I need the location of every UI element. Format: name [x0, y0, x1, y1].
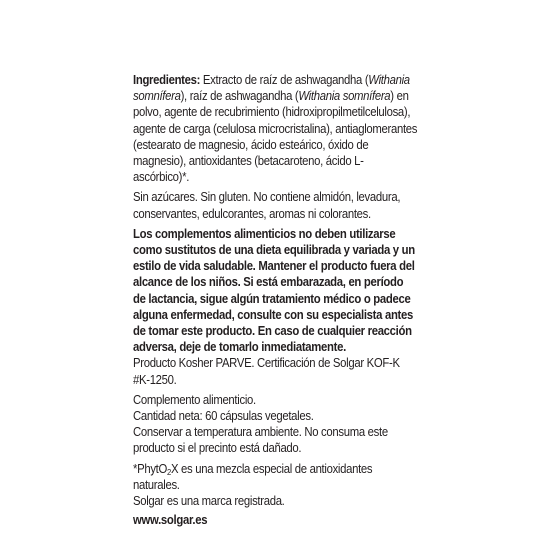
- product-label-text: [133, 72, 418, 528]
- kosher-certification: Producto Kosher PARVE. Certificación de Solgar KOF-K #K-1250.: [133, 356, 400, 387]
- phytox-footnote: [133, 461, 418, 493]
- ingredients-latin-name-1: Withania somnífera: [133, 73, 410, 104]
- ingredients-text-1: Extracto de raíz de ashwagandha (: [200, 73, 369, 87]
- ingredients-text-3: ) en polvo, agente de recubrimiento (hidroxipropilmetilcelulosa), agente de carga (celulosa microcristalina), antiaglomerantes (estearato de magnesio, ácido esteárico, óxido de magnesio), antioxidantes (betacaroteno, ácido L-ascórbico)*.: [133, 89, 418, 185]
- supplement-statement: Complemento alimenticio.: [133, 392, 256, 407]
- phytox-subscript: 2: [167, 466, 171, 477]
- phytox-prefix: *PhytO: [133, 461, 168, 476]
- trademark-notice: Solgar es una marca registrada.: [133, 494, 285, 509]
- ingredients-paragraph: [133, 72, 418, 185]
- free-from-statement: Sin azúcares. Sin gluten. No contiene almidón, levadura, conservantes, edulcorantes, aromas ni colorantes.: [133, 190, 401, 221]
- phytox-suffix: X es una mezcla especial de antioxidantes naturales.: [133, 461, 373, 492]
- website-link[interactable]: www.solgar.es: [133, 513, 208, 528]
- warning-statement: Los complementos alimenticios no deben utilizarse como sustitutos de una dieta equilibrada y variada y un estilo de vida saludable. Mantener el producto fuera del alcance de los niños. Si está embarazada, en período de lactancia, sigue algún tratamiento médico o padece alguna enfermedad, consulte con su especialista antes de tomar este producto. En caso de cualquier reacción adversa, deje de tomarlo inmediatamente.: [133, 226, 415, 355]
- net-quantity: Cantidad neta: 60 cápsulas vegetales.: [133, 409, 314, 424]
- storage-instructions: Conservar a temperatura ambiente. No consuma este producto si el precinto está dañado.: [133, 425, 388, 456]
- ingredients-heading: Ingredientes:: [133, 73, 201, 87]
- ingredients-latin-name-2: Withania somnífera: [298, 89, 391, 104]
- ingredients-text-2: ), raíz de ashwagandha (: [180, 89, 299, 104]
